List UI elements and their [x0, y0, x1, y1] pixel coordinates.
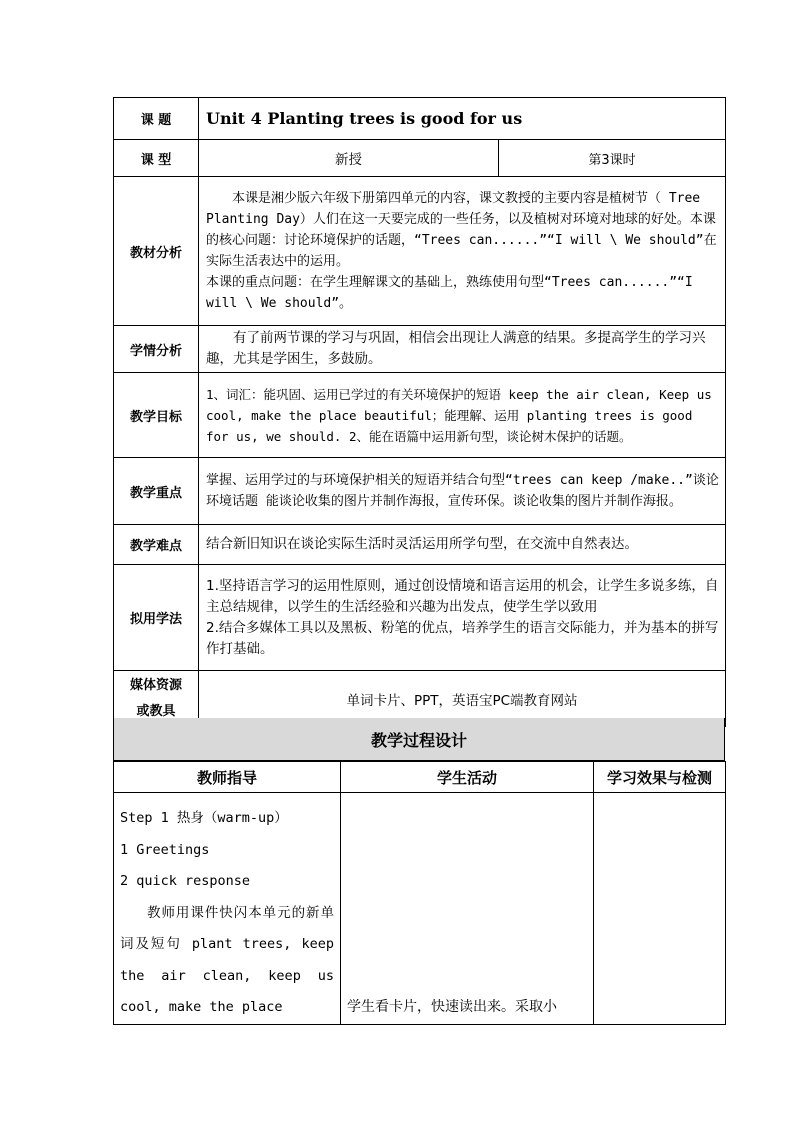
- key-row: [114, 458, 726, 525]
- difficult-label: 教学难点: [114, 525, 199, 565]
- material-row: [114, 177, 726, 326]
- step-item-greetings: 1 Greetings: [120, 841, 210, 858]
- lesson-info-table: [113, 97, 726, 727]
- material-label: 教材分析: [114, 177, 199, 326]
- goals-label: 教学目标: [114, 373, 199, 458]
- topic-value: Unit 4 Planting trees is good for us: [199, 98, 726, 140]
- col-teacher-header: 教师指导: [114, 762, 341, 793]
- method-label: 拟用学法: [114, 565, 199, 671]
- step-item-quick-response: 2 quick response: [120, 873, 251, 889]
- material-paragraph-1: 本课是湘少版六年级下册第四单元的内容，课文教授的主要内容是植树节（ Tree Planting Day）人们在这一天要完成的一些任务，以及植树对环境对地球的好处。本课的核心问题：讨论环境保护的话题，“Trees can......”“I will \ We should”在实际生活表达中的运用。: [206, 191, 717, 269]
- students-row: [114, 326, 726, 373]
- step-title: Step 1 热身（warm-up）: [120, 810, 288, 826]
- material-paragraph-2: 本课的重点问题：在学生理解课文的基础上，熟练使用句型“Trees can......”“I will \ We should”。: [206, 275, 693, 311]
- goals-value: 1、词汇：能巩固、运用已学过的有关环境保护的短语 keep the air clean, Keep us cool, make the place beautiful；能理解、运用 planting trees is good for us, we should. 2、能在语篇中运用新句型，谈论树木保护的话题。: [199, 373, 726, 458]
- type-label: 课 型: [114, 140, 199, 177]
- difficult-row: [114, 525, 726, 565]
- col-student-header: 学生活动: [341, 762, 594, 793]
- process-header-row: [114, 762, 726, 793]
- process-banner: 教学过程设计: [113, 718, 725, 761]
- teacher-guidance-cell: [114, 793, 341, 1025]
- key-value: 掌握、运用学过的与环境保护相关的短语并结合句型“trees can keep /make..”谈论环境话题 能谈论收集的图片并制作海报，宣传环保。谈论收集的图片并制作海报。: [199, 458, 726, 525]
- type-row: [114, 140, 726, 177]
- method-paragraph-1: 1.坚持语言学习的运用性原则，通过创设情境和语言运用的机会，让学生多说多练，自主总结规律，以学生的生活经验和兴趣为出发点，使学生学以致用: [206, 577, 719, 615]
- difficult-value: 结合新旧知识在谈论实际生活时灵活运用所学句型，在交流中自然表达。: [199, 525, 726, 565]
- step-description: 教师用课件快闪本单元的新单词及短句 plant trees, keep the air clean, keep us cool, make the place: [120, 904, 334, 1015]
- topic-label: 课 题: [114, 98, 199, 140]
- goals-row: [114, 373, 726, 458]
- key-label: 教学重点: [114, 458, 199, 525]
- method-row: [114, 565, 726, 671]
- step-row: [114, 793, 726, 1025]
- topic-row: [114, 98, 726, 140]
- type-value: 新授: [199, 140, 499, 177]
- students-label: 学情分析: [114, 326, 199, 373]
- material-cell: [199, 177, 726, 326]
- effect-cell: [594, 793, 726, 1025]
- period-value: 第3课时: [499, 140, 726, 177]
- media-label-line-1: 媒体资源: [129, 677, 182, 693]
- media-label-line-2: 或教具: [136, 703, 176, 719]
- col-effect-header: 学习效果与检测: [594, 762, 726, 793]
- media-value: 单词卡片、PPT，英语宝PC端教育网站: [199, 671, 726, 727]
- method-paragraph-2: 2.结合多媒体工具以及黑板、粉笔的优点，培养学生的语言交际能力，并为基本的拼写作打基础。: [206, 619, 719, 657]
- process-table: [113, 761, 726, 1025]
- method-cell: [199, 565, 726, 671]
- student-activity-cell: 学生看卡片，快速读出来。采取小: [341, 793, 594, 1025]
- students-value: 有了前两节课的学习与巩固，相信会出现让人满意的结果。多提高学生的学习兴趣，尤其是学困生，多鼓励。: [199, 326, 726, 373]
